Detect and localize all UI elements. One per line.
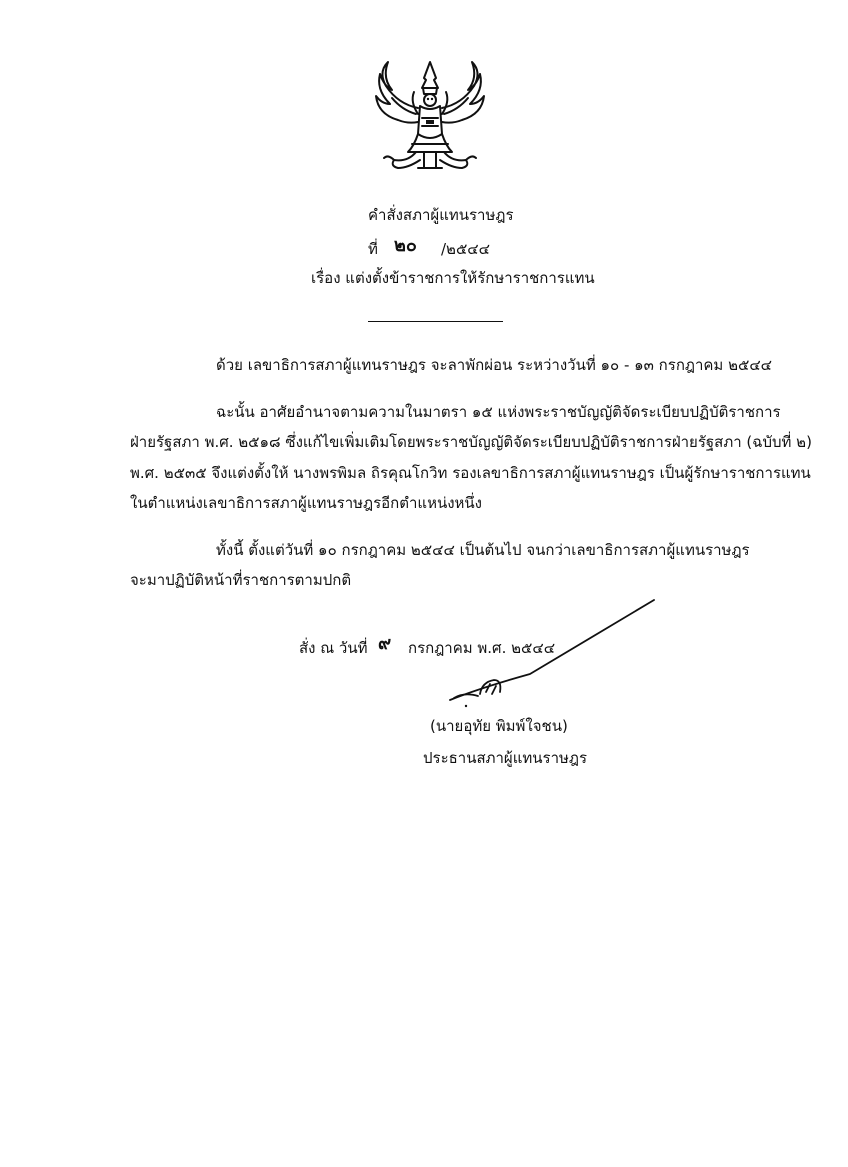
order-date-day-handwritten: ๙	[378, 633, 392, 654]
order-number-suffix: /๒๕๔๔	[441, 240, 490, 258]
paragraph-2-line-3: พ.ศ. ๒๕๓๕ จึงแต่งตั้งให้ นางพรพิมล ถิรคุณโกวิท รองเลขาธิการสภาผู้แทนราษฎร เป็นผู้รักษาราชการแทน	[130, 464, 811, 482]
order-number-handwritten: ๒๐	[394, 235, 417, 256]
paragraph-1: ด้วย เลขาธิการสภาผู้แทนราษฎร จะลาพักผ่อน ระหว่างวันที่ ๑๐ - ๑๓ กรกฎาคม ๒๕๔๔	[216, 356, 773, 374]
order-number-prefix: ที่	[368, 240, 378, 258]
order-title: คำสั่งสภาผู้แทนราษฎร	[368, 206, 514, 224]
order-subject: เรื่อง แต่งตั้งข้าราชการให้รักษาราชการแทน	[311, 269, 595, 287]
signatory-position: ประธานสภาผู้แทนราษฎร	[423, 749, 588, 767]
signatory-name: (นายอุทัย พิมพ์ใจชน)	[430, 717, 568, 735]
handwritten-signature	[440, 596, 660, 714]
paragraph-2-line-4: ในตำแหน่งเลขาธิการสภาผู้แทนราษฎรอีกตำแหน่งหนึ่ง	[130, 494, 483, 512]
order-date-rest: กรกฎาคม พ.ศ. ๒๕๔๔	[408, 639, 556, 657]
garuda-emblem	[368, 56, 492, 178]
paragraph-2-line-1: ฉะนั้น อาศัยอำนาจตามความในมาตรา ๑๕ แห่งพระราชบัญญัติจัดระเบียบปฏิบัติราชการ	[216, 403, 781, 421]
header-divider	[368, 321, 503, 322]
paragraph-3-line-2: จะมาปฏิบัติหน้าที่ราชการตามปกติ	[130, 571, 352, 589]
paragraph-3-line-1: ทั้งนี้ ตั้งแต่วันที่ ๑๐ กรกฎาคม ๒๕๔๔ เป็นต้นไป จนกว่าเลขาธิการสภาผู้แทนราษฎร	[216, 541, 750, 559]
order-date-prefix: สั่ง ณ วันที่	[299, 639, 368, 657]
paragraph-2-line-2: ฝ่ายรัฐสภา พ.ศ. ๒๕๑๘ ซึ่งแก้ไขเพิ่มเติมโดยพระราชบัญญัติจัดระเบียบปฏิบัติราชการฝ่ายรัฐสภา (ฉบับที่ ๒)	[130, 433, 812, 451]
